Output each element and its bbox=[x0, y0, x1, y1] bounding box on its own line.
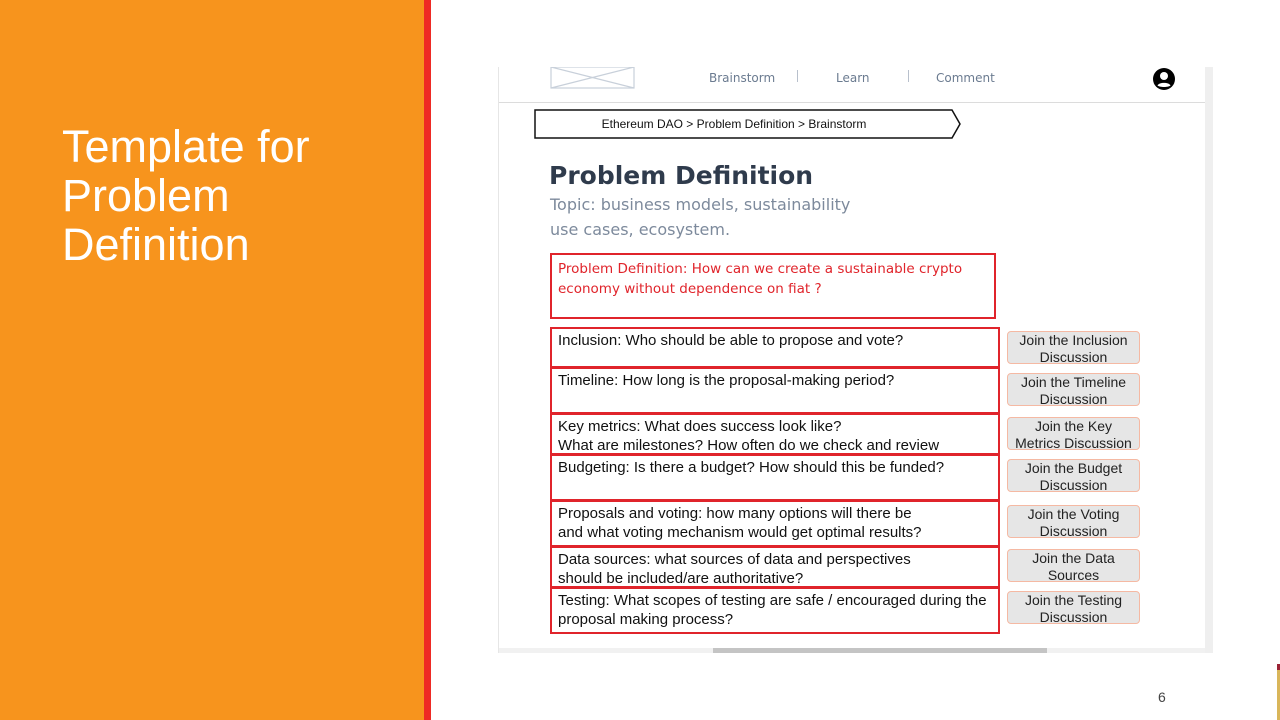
button-label-line: Join the Testing bbox=[1024, 592, 1123, 608]
button-label-line: Join the Budget bbox=[1024, 460, 1123, 476]
breadcrumb-text[interactable]: Ethereum DAO > Problem Definition > Brainstorm bbox=[601, 117, 867, 131]
question-row-inclusion bbox=[550, 327, 1000, 368]
join-key-metrics-discussion-button[interactable] bbox=[1007, 417, 1140, 450]
image-placeholder-icon bbox=[550, 67, 635, 89]
slide-title bbox=[62, 122, 310, 269]
problem-statement-box bbox=[550, 253, 996, 319]
join-voting-discussion-button[interactable] bbox=[1007, 505, 1140, 538]
question-text: Proposals and voting: how many options will there be bbox=[558, 505, 912, 522]
nav-brainstorm[interactable]: Brainstorm bbox=[709, 71, 776, 85]
question-row-data-sources bbox=[550, 546, 1000, 588]
button-label-line: Discussion bbox=[1039, 349, 1108, 365]
join-inclusion-discussion-button[interactable] bbox=[1007, 331, 1140, 364]
question-row-timeline bbox=[550, 367, 1000, 414]
join-testing-discussion-button[interactable] bbox=[1007, 591, 1140, 624]
question-text: What are milestones? How often do we check and review bbox=[558, 437, 940, 454]
page-title: Problem Definition bbox=[549, 161, 814, 190]
horizontal-scrollbar-thumb[interactable] bbox=[713, 648, 1047, 653]
question-text: and what voting mechanism would get optimal results? bbox=[558, 524, 922, 541]
user-circle-icon[interactable] bbox=[1152, 67, 1176, 91]
question-text: Data sources: what sources of data and perspectives bbox=[558, 551, 911, 568]
ui-mockup bbox=[498, 67, 1213, 653]
question-text: should be included/are authoritative? bbox=[558, 570, 804, 587]
question-text: Budgeting: Is there a budget? How should this be funded? bbox=[558, 459, 945, 476]
button-label-line: Join the Data bbox=[1032, 550, 1115, 566]
button-label-line: Discussion bbox=[1039, 609, 1108, 625]
question-row-testing bbox=[550, 587, 1000, 634]
button-label-line: Join the Inclusion bbox=[1019, 332, 1128, 348]
question-text: Key metrics: What does success look like? bbox=[558, 418, 842, 435]
topic-line: Topic: business models, sustainability bbox=[550, 195, 851, 214]
slide-title-line: Definition bbox=[62, 219, 250, 270]
button-label-line: Join the Key bbox=[1034, 418, 1113, 434]
breadcrumb bbox=[534, 109, 962, 139]
nav-learn[interactable]: Learn bbox=[836, 71, 870, 85]
slide-title-line: Template for bbox=[62, 121, 310, 172]
question-text: proposal making process? bbox=[558, 611, 734, 628]
join-data-sources-button[interactable] bbox=[1007, 549, 1140, 582]
title-panel bbox=[0, 0, 424, 720]
question-row-budgeting bbox=[550, 454, 1000, 501]
problem-statement-line: Problem Definition: How can we create a sustainable crypto bbox=[558, 261, 963, 277]
question-row-voting bbox=[550, 500, 1000, 547]
button-label-line: Discussion bbox=[1039, 523, 1108, 539]
question-row-key-metrics bbox=[550, 413, 1000, 455]
button-label-line: Sources bbox=[1047, 567, 1100, 583]
nav-separator bbox=[797, 70, 798, 82]
topic-line: use cases, ecosystem. bbox=[550, 220, 731, 239]
join-timeline-discussion-button[interactable] bbox=[1007, 373, 1140, 406]
question-text: Inclusion: Who should be able to propose and vote? bbox=[558, 332, 904, 349]
question-text: Testing: What scopes of testing are safe / encouraged during the bbox=[558, 592, 987, 609]
accent-stripe bbox=[424, 0, 431, 720]
vertical-scrollbar[interactable] bbox=[1205, 67, 1213, 653]
slide-title-line: Problem bbox=[62, 170, 230, 221]
button-label-line: Metrics Discussion bbox=[1015, 435, 1132, 451]
button-label-line: Discussion bbox=[1039, 391, 1108, 407]
nav-comment[interactable]: Comment bbox=[936, 71, 995, 85]
button-label-line: Join the Voting bbox=[1027, 506, 1120, 522]
page-number: 6 bbox=[1158, 689, 1166, 705]
problem-statement-line: economy without dependence on fiat ? bbox=[558, 281, 822, 297]
button-label-line: Discussion bbox=[1039, 477, 1108, 493]
nav-separator bbox=[908, 70, 909, 82]
join-budget-discussion-button[interactable] bbox=[1007, 459, 1140, 492]
button-label-line: Join the Timeline bbox=[1020, 374, 1127, 390]
question-text: Timeline: How long is the proposal-making period? bbox=[558, 372, 895, 389]
header-divider bbox=[499, 102, 1205, 103]
